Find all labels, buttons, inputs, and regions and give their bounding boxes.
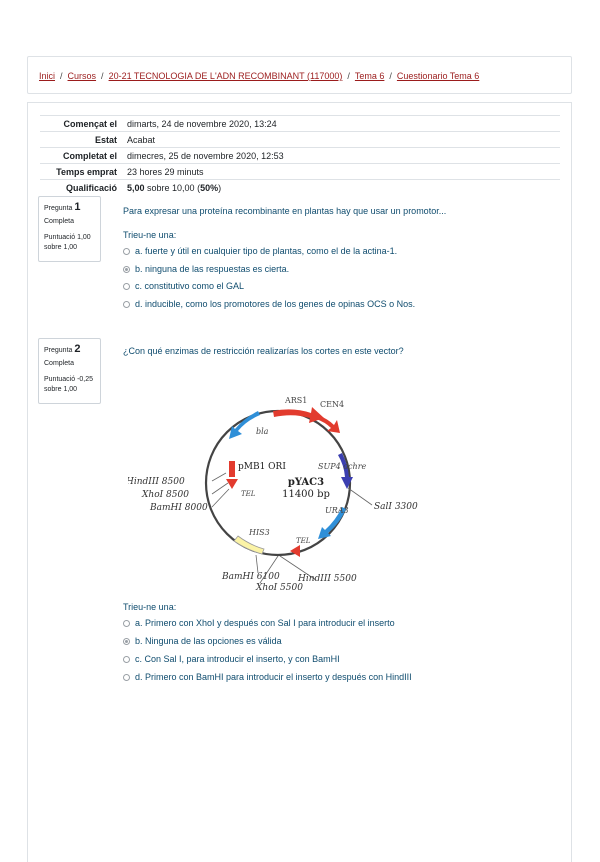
his3-feature (234, 536, 264, 554)
grade-label: Qualificació (65, 183, 117, 193)
plasmid-map-svg (128, 373, 448, 583)
feature-label: TEL (241, 490, 256, 498)
grade-percent: 50% (200, 183, 219, 193)
option-label: a. Primero con XhoI y después con Sal I para introducir el inserto (135, 618, 395, 628)
grade-value (123, 180, 560, 196)
site-label: XhoI 5500 (256, 583, 303, 593)
question-1-text: Para expresar una proteína recombinante en plantas hay que usar un promotor... (123, 206, 447, 216)
grade-end: ) (218, 183, 222, 193)
option-label: a. fuerte y útil en cualquier tipo de plantas, como el de la actina-1. (135, 246, 398, 256)
summary-row-grade (40, 180, 560, 196)
radio-button[interactable] (123, 620, 130, 627)
summary-value: dimecres, 25 de novembre 2020, 12:53 (127, 151, 284, 161)
radio-button[interactable] (123, 656, 130, 663)
feature-label: ARS1 (285, 396, 308, 405)
question-2-info (38, 338, 101, 404)
plasmid-name: pYAC3 (287, 477, 325, 488)
summary-label: Començat el (63, 119, 117, 129)
breadcrumb-link-course[interactable]: 20-21 TECNOLOGIA DE L'ADN RECOMBINANT (117000) (108, 71, 343, 81)
question-number-value: 1 (74, 201, 81, 213)
question-grade: Puntuació -0,25 sobre 1,00 (44, 376, 94, 393)
breadcrumb-separator: / (60, 71, 63, 81)
option-label: d. Primero con BamHI para introducir el inserto y después con HindIII (135, 672, 412, 682)
feature-label: URA3 (325, 506, 349, 515)
feature-label: bla (256, 427, 269, 436)
tel-bottom-feature (290, 545, 300, 557)
pmb1-ori-feature (229, 461, 235, 477)
radio-button[interactable] (123, 283, 130, 290)
radio-button[interactable] (123, 674, 130, 681)
breadcrumb-link-courses[interactable]: Cursos (67, 71, 97, 81)
question-2-option-a[interactable] (123, 618, 395, 628)
site-label: XhoI 8500 (142, 490, 189, 500)
site-label: BamHI 8000 (150, 503, 208, 513)
question-number-value: 2 (74, 343, 81, 355)
question-state: Completa (44, 218, 74, 225)
breadcrumb-separator: / (101, 71, 104, 81)
summary-value: Acabat (127, 135, 156, 145)
summary-row (40, 148, 560, 164)
question-2-option-b[interactable] (123, 636, 282, 646)
feature-label: pMB1 ORI (238, 462, 286, 472)
ars1-feature (273, 407, 324, 423)
question-prefix: Pregunta (44, 205, 73, 212)
plasmid-size: 11400 bp (282, 489, 330, 500)
breadcrumb-link-topic[interactable]: Tema 6 (354, 71, 385, 81)
question-2-prompt: Trieu-ne una: (123, 602, 177, 612)
breadcrumb-link-quiz[interactable]: Cuestionario Tema 6 (396, 71, 480, 81)
breadcrumb-bar (27, 56, 572, 94)
question-1-info (38, 196, 101, 262)
question-2-text: ¿Con qué enzimas de restricción realizarías los cortes en este vector? (123, 346, 404, 356)
question-grade: Puntuació 1,00 sobre 1,00 (44, 234, 91, 251)
radio-button[interactable] (123, 248, 130, 255)
grade-score: 5,00 (127, 183, 145, 193)
question-state: Completa (44, 360, 74, 367)
radio-button[interactable] (123, 301, 130, 308)
option-label: c. Con Sal I, para introducir el inserto, y con BamHI (135, 654, 340, 664)
question-number (44, 202, 95, 214)
summary-row (40, 164, 560, 180)
option-label: d. inducible, como los promotores de los genes de opinas OCS o Nos. (135, 299, 416, 309)
summary-row (40, 116, 560, 132)
question-1-option-b[interactable] (123, 264, 289, 274)
option-label: b. ninguna de las respuestas es cierta. (135, 264, 290, 274)
summary-value: dimarts, 24 de novembre 2020, 13:24 (127, 119, 277, 129)
summary-label: Estat (94, 135, 117, 145)
summary-label: Temps emprat (56, 167, 117, 177)
question-1-option-d[interactable] (123, 299, 415, 309)
quiz-review-panel (27, 102, 572, 862)
feature-label: TEL (296, 537, 311, 545)
attempt-summary-table (40, 115, 560, 195)
feature-label: HIS3 (249, 528, 270, 537)
option-label: b. Ninguna de las opciones es válida (135, 636, 282, 646)
grade-mid: sobre 10,00 ( (144, 183, 201, 193)
plasmid-map (128, 373, 448, 593)
feature-label: SUP4 ochre (318, 462, 367, 471)
option-label: c. constitutivo como el GAL (135, 281, 245, 291)
radio-button-selected[interactable] (123, 266, 130, 273)
site-label: HindIII 5500 (298, 574, 357, 583)
breadcrumb-link-home[interactable]: Inici (39, 71, 56, 81)
breadcrumb-separator: / (347, 71, 350, 81)
site-label: SalI 3300 (374, 502, 418, 512)
summary-row (40, 132, 560, 148)
question-2-option-c[interactable] (123, 654, 340, 664)
question-1-prompt: Trieu-ne una: (123, 230, 177, 240)
summary-value: 23 hores 29 minuts (127, 167, 204, 177)
feature-label: CEN4 (320, 400, 345, 409)
question-1-option-c[interactable] (123, 281, 244, 291)
breadcrumb (39, 71, 479, 81)
site-label: HindIII 8500 (128, 477, 185, 487)
site-label: BamHI 6100 (222, 572, 280, 582)
question-prefix: Pregunta (44, 347, 73, 354)
summary-label: Completat el (62, 151, 117, 161)
radio-button-selected[interactable] (123, 638, 130, 645)
question-number (44, 344, 95, 356)
tel-left-feature (226, 479, 238, 489)
breadcrumb-separator: / (389, 71, 392, 81)
question-2-option-d[interactable] (123, 672, 412, 682)
question-1-option-a[interactable] (123, 246, 397, 256)
